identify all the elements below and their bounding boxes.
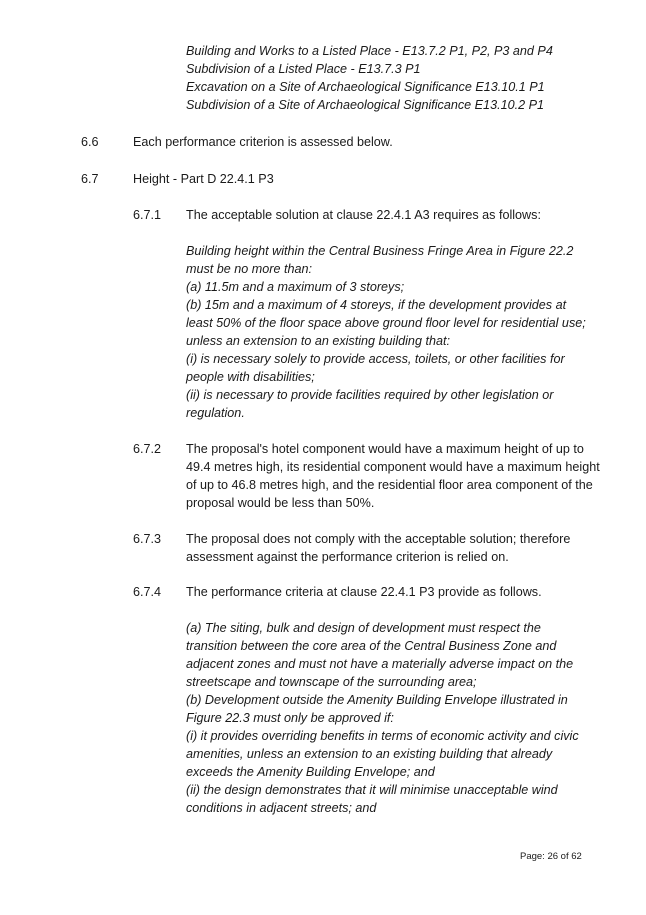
quote-line: (i) it provides overriding benefits in terms of economic activity and civic <box>186 729 579 743</box>
quote-line: Building height within the Central Business Fringe Area in Figure 22.2 <box>186 244 574 258</box>
paragraph-line: of up to 46.8 metres high, and the residential floor area component of the <box>186 478 593 492</box>
quote-line: adjacent zones and must not have a materially adverse impact on the <box>186 657 574 671</box>
subsection-number: 6.7.3 <box>133 532 162 546</box>
quote-line: (ii) the design demonstrates that it will minimise unacceptable wind <box>186 783 558 797</box>
section-heading: Height - Part D 22.4.1 P3 <box>133 172 274 186</box>
quote-line: (a) 11.5m and a maximum of 3 storeys; <box>186 280 405 294</box>
quote-line: streetscape and townscape of the surrounding area; <box>186 675 477 689</box>
quote-line: Figure 22.3 must only be approved if: <box>186 711 394 725</box>
subsection-text: The performance criteria at clause 22.4.1 P3 provide as follows. <box>186 585 542 599</box>
quote-line: people with disabilities; <box>186 370 315 384</box>
quote-line: conditions in adjacent streets; and <box>186 801 377 815</box>
section-number: 6.6 <box>81 135 99 149</box>
intro-list-item: Excavation on a Site of Archaeological Significance E13.10.1 P1 <box>186 80 545 94</box>
paragraph-line: proposal would be less than 50%. <box>186 496 375 510</box>
paragraph-line: assessment against the performance criterion is relied on. <box>186 550 509 564</box>
subsection-number: 6.7.2 <box>133 442 162 456</box>
section-text: Each performance criterion is assessed below. <box>133 135 393 149</box>
page-number: Page: 26 of 62 <box>520 851 582 862</box>
quote-line: exceeds the Amenity Building Envelope; and <box>186 765 435 779</box>
subsection-text: The acceptable solution at clause 22.4.1 A3 requires as follows: <box>186 208 541 222</box>
paragraph-line: 49.4 metres high, its residential component would have a maximum height <box>186 460 600 474</box>
quote-line: (b) Development outside the Amenity Building Envelope illustrated in <box>186 693 568 707</box>
quote-line: least 50% of the floor space above ground floor level for residential use; <box>186 316 586 330</box>
quote-line: (a) The siting, bulk and design of development must respect the <box>186 621 541 635</box>
quote-line: (b) 15m and a maximum of 4 storeys, if the development provides at <box>186 298 567 312</box>
subsection-number: 6.7.4 <box>133 585 162 599</box>
quote-line: must be no more than: <box>186 262 313 276</box>
intro-list-item: Building and Works to a Listed Place - E13.7.2 P1, P2, P3 and P4 <box>186 44 553 58</box>
section-number: 6.7 <box>81 172 99 186</box>
quote-line: amenities, unless an extension to an existing building that already <box>186 747 553 761</box>
subsection-number: 6.7.1 <box>133 208 162 222</box>
intro-list-item: Subdivision of a Listed Place - E13.7.3 P1 <box>186 62 421 76</box>
quote-line: transition between the core area of the Central Business Zone and <box>186 639 557 653</box>
intro-list-item: Subdivision of a Site of Archaeological Significance E13.10.2 P1 <box>186 98 544 112</box>
paragraph-line: The proposal's hotel component would have a maximum height of up to <box>186 442 584 456</box>
quote-line: unless an extension to an existing building that: <box>186 334 450 348</box>
quote-line: regulation. <box>186 406 245 420</box>
quote-line: (i) is necessary solely to provide access, toilets, or other facilities for <box>186 352 565 366</box>
paragraph-line: The proposal does not comply with the acceptable solution; therefore <box>186 532 571 546</box>
quote-line: (ii) is necessary to provide facilities required by other legislation or <box>186 388 554 402</box>
